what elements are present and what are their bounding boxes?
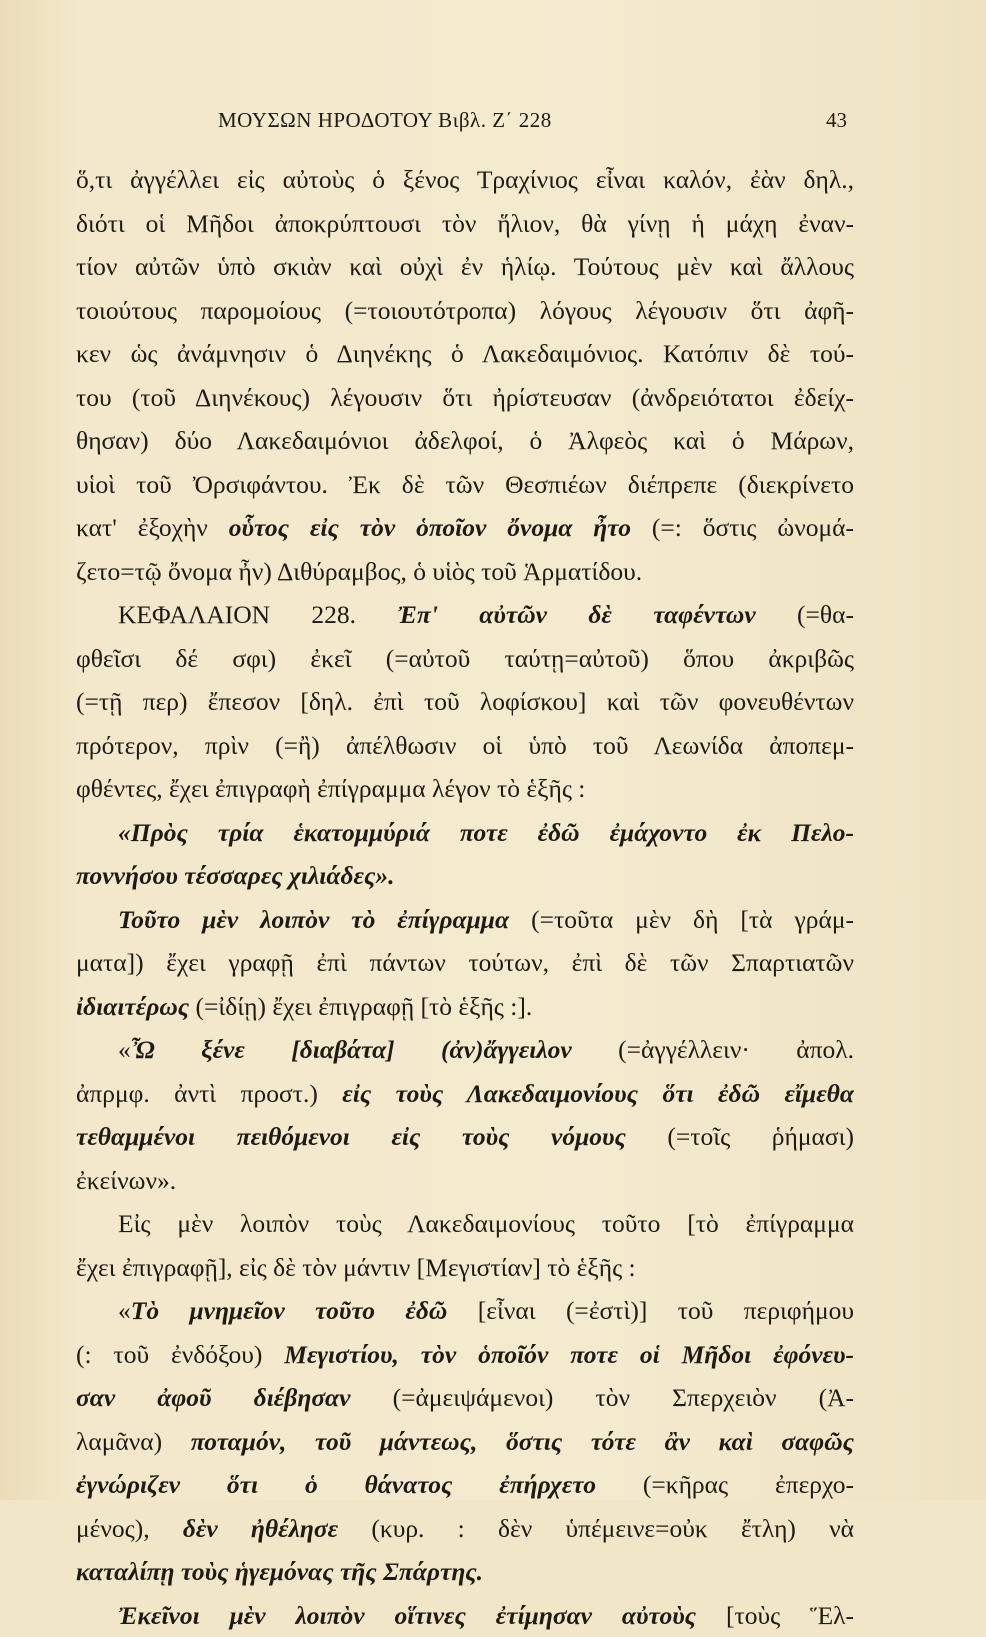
emphasis-text: δὲν ἠθέλησε [183,1514,338,1543]
text-line: πρότερον, πρὶν (=ἢ) ἀπέλθωσιν οἱ ὑπὸ τοῦ Λεωνίδα ἀποπεμ- [76,724,854,768]
text-line: ἐκείνων». [76,1159,854,1203]
emphasis-text: ποταμόν, τοῦ μάντεως, ὅστις τότε ἂν καὶ σαφῶς [191,1427,854,1456]
text-line: διότι οἱ Μῆδοι ἀποκρύπτουσι τὸν ἥλιον, θὰ γίνῃ ἡ μάχη ἐναν- [76,202,854,246]
text-line: Ἐκεῖνοι μὲν λοιπὸν οἵτινες ἐτίμησαν αὐτοὺς [τοὺς Ἕλ- [76,1594,854,1637]
emphasis-text: Τοῦτο μὲν λοιπὸν τὸ ἐπίγραμμα [118,905,509,934]
text-line: ματα]) ἔχει γραφῇ ἐπὶ πάντων τούτων, ἐπὶ δὲ τῶν Σπαρτιατῶν [76,941,854,985]
text-line: κατ' ἐξοχὴν οὗτος εἰς τὸν ὁποῖον ὄνομα ἦτο (=: ὅστις ὠνομά- [76,506,854,550]
text-line: «Τὸ μνημεῖον τοῦτο ἐδῶ [εἶναι (=ἐστὶ)] τοῦ περιφήμου [76,1289,854,1333]
emphasis-text: Ὦ ξένε [διαβάτα] (ἀν)ἄγγειλον [131,1035,572,1064]
text-line: ζετο=τῷ ὄνομα ἦν) Διθύραμβος, ὁ υἱὸς τοῦ Ἁρματίδου. [76,550,854,594]
text-line: ὅ,τι ἀγγέλλει εἰς αὐτοὺς ὁ ξένος Τραχίνιος εἶναι καλόν, ἐὰν δηλ., [76,158,854,202]
emphasis-text: ἐγνώριζεν ὅτι ὁ θάνατος ἐπήρχετο [76,1470,596,1499]
text-line: ἐγνώριζεν ὅτι ὁ θάνατος ἐπήρχετο (=κῆρας ἐπερχο- [76,1463,854,1507]
text-line: φθέντες, ἔχει ἐπιγραφὴ ἐπίγραμμα λέγον τὸ ἑξῆς : [76,767,854,811]
text-line: φθεῖσι δέ σφι) ἐκεῖ (=αὐτοῦ ταύτῃ=αὐτοῦ) ὅπου ἀκριβῶς [76,637,854,681]
emphasis-text: τεθαμμένοι πειθόμενοι εἰς τοὺς νόμους [76,1122,626,1151]
text-line: τίον αὐτῶν ὑπὸ σκιὰν καὶ οὐχὶ ἐν ἡλίῳ. Τούτους μὲν καὶ ἄλλους [76,245,854,289]
emphasis-text: σαν ἀφοῦ διέβησαν [76,1383,351,1412]
text-line: Τοῦτο μὲν λοιπὸν τὸ ἐπίγραμμα (=τοῦτα μὲν δὴ [τὰ γράμ- [76,898,854,942]
text-line: τεθαμμένοι πειθόμενοι εἰς τοὺς νόμους (=τοῖς ῥήμασι) [76,1115,854,1159]
text-line: ἀπρμφ. ἀντὶ προστ.) εἰς τοὺς Λακεδαιμονίους ὅτι ἐδῶ εἴμεθα [76,1072,854,1116]
running-title: ΜΟΥΣΩΝ ΗΡΟΔΟΤΟΥ Βιβλ. Ζ΄ 228 [218,108,552,133]
page-number: 43 [826,108,847,133]
text-line: σαν ἀφοῦ διέβησαν (=ἀμειψάμενοι) τὸν Σπερχειὸν (Ἀ- [76,1376,854,1420]
emphasis-text: Ἐπ' αὐτῶν δὲ ταφέντων [397,600,755,629]
text-line: ἔχει ἐπιγραφῇ], εἰς δὲ τὸν μάντιν [Μεγιστίαν] τὸ ἑξῆς : [76,1246,854,1290]
text-line [76,811,854,855]
text-line: λαμᾶνα) ποταμόν, τοῦ μάντεως, ὅστις τότε ἂν καὶ σαφῶς [76,1420,854,1464]
body-text [76,158,854,1637]
text-line [76,854,854,898]
emphasis-text: Ἐκεῖνοι μὲν λοιπὸν οἵτινες ἐτίμησαν αὐτοὺς [118,1601,696,1630]
text-line: τοιούτους παρομοίους (=τοιουτότροπα) λόγους λέγουσιν ὅτι ἀφῆ- [76,289,854,333]
text-line: (: τοῦ ἐνδόξου) Μεγιστίου, τὸν ὁποῖόν ποτε οἱ Μῆδοι ἐφόνευ- [76,1333,854,1377]
text-line: (=τῇ περ) ἔπεσον [δηλ. ἐπὶ τοῦ λοφίσκου] καὶ τῶν φονευθέντων [76,680,854,724]
text-line: ἰδιαιτέρως (=ἰδίῃ) ἔχει ἐπιγραφῇ [τὸ ἑξῆς :]. [76,985,854,1029]
emphasis-text: Μεγιστίου, τὸν ὁποῖόν ποτε οἱ Μῆδοι ἐφόνευ- [284,1340,854,1369]
emphasis-text: εἰς τοὺς Λακεδαιμονίους ὅτι ἐδῶ εἴμεθα [342,1079,854,1108]
emphasis-text: Τὸ μνημεῖον τοῦτο ἐδῶ [131,1296,448,1325]
emphasis-text: ποννήσου τέσσαρες χιλιάδες». [76,861,394,890]
running-head [0,108,986,138]
text-line [76,1550,854,1594]
text-line: «Ὦ ξένε [διαβάτα] (ἀν)ἄγγειλον (=ἀγγέλλειν· ἀπολ. [76,1028,854,1072]
text-line: του (τοῦ Διηνέκους) λέγουσιν ὅτι ἠρίστευσαν (ἀνδρειότατοι ἐδείχ- [76,376,854,420]
emphasis-text: «Πρὸς τρία ἑκατομμύριά ποτε ἐδῶ ἐμάχοντο ἐκ Πελο- [118,818,854,847]
emphasis-text: οὗτος εἰς τὸν ὁποῖον ὄνομα ἦτο [229,513,631,542]
text-line: Εἰς μὲν λοιπὸν τοὺς Λακεδαιμονίους τοῦτο [τὸ ἐπίγραμμα [76,1202,854,1246]
emphasis-text: ἰδιαιτέρως [76,992,189,1021]
text-line: ΚΕΦΑΛΑΙΟΝ 228. Ἐπ' αὐτῶν δὲ ταφέντων (=θα- [76,593,854,637]
text-line: υἱοὶ τοῦ Ὀρσιφάντου. Ἐκ δὲ τῶν Θεσπιέων διέπρεπε (διεκρίνετο [76,463,854,507]
text-line: κεν ὡς ἀνάμνησιν ὁ Διηνέκης ὁ Λακεδαιμόνιος. Κατόπιν δὲ τού- [76,332,854,376]
emphasis-text: καταλίπῃ τοὺς ἡγεμόνας τῆς Σπάρτης. [76,1557,483,1586]
text-line: μένος), δὲν ἠθέλησε (κυρ. : δὲν ὑπέμεινε=οὐκ ἔτλη) νὰ [76,1507,854,1551]
text-line: θησαν) δύο Λακεδαιμόνιοι ἀδελφοί, ὁ Ἀλφεὸς καὶ ὁ Μάρων, [76,419,854,463]
